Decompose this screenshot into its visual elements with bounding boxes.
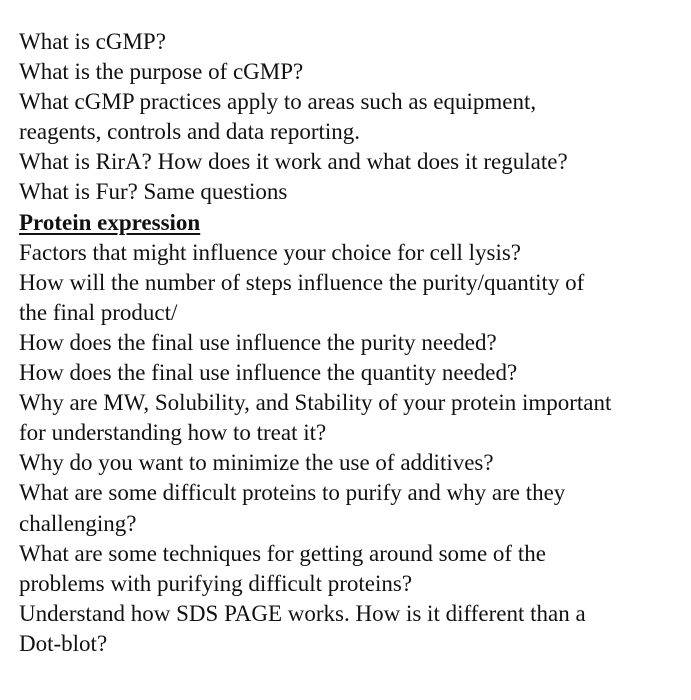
text-line: challenging? (19, 510, 137, 536)
text-line: How does the final use influence the quantity needed? (19, 360, 518, 386)
text-line: How does the final use influence the purity needed? (19, 329, 497, 355)
text-line: What is the purpose of cGMP? (19, 59, 304, 85)
text-line: for understanding how to treat it? (19, 420, 327, 446)
text-line: problems with purifying difficult proteins? (19, 570, 413, 596)
text-line: the final product/ (19, 299, 178, 325)
text-line: What is cGMP? (19, 29, 166, 54)
section-heading: Protein expression (19, 209, 201, 235)
text-line: Understand how SDS PAGE works. How is it different than a (19, 600, 586, 626)
text-line: What is Fur? Same questions (19, 179, 288, 205)
text-line: What cGMP practices apply to areas such as equipment, (19, 89, 537, 115)
text-line: Why do you want to minimize the use of additives? (19, 450, 494, 476)
text-line: What are some difficult proteins to purify and why are they (19, 480, 566, 506)
text-line: How will the number of steps influence the purity/quantity of (19, 269, 585, 295)
text-line: Factors that might influence your choice for cell lysis? (19, 239, 522, 265)
text-line: Why are MW, Solubility, and Stability of your protein important (19, 390, 612, 416)
text-line: What is RirA? How does it work and what does it regulate? (19, 149, 568, 175)
question-document (19, 27, 687, 659)
text-line: reagents, controls and data reporting. (19, 119, 361, 145)
text-line: What are some techniques for getting around some of the (19, 540, 546, 566)
text-line: Dot-blot? (19, 630, 108, 656)
